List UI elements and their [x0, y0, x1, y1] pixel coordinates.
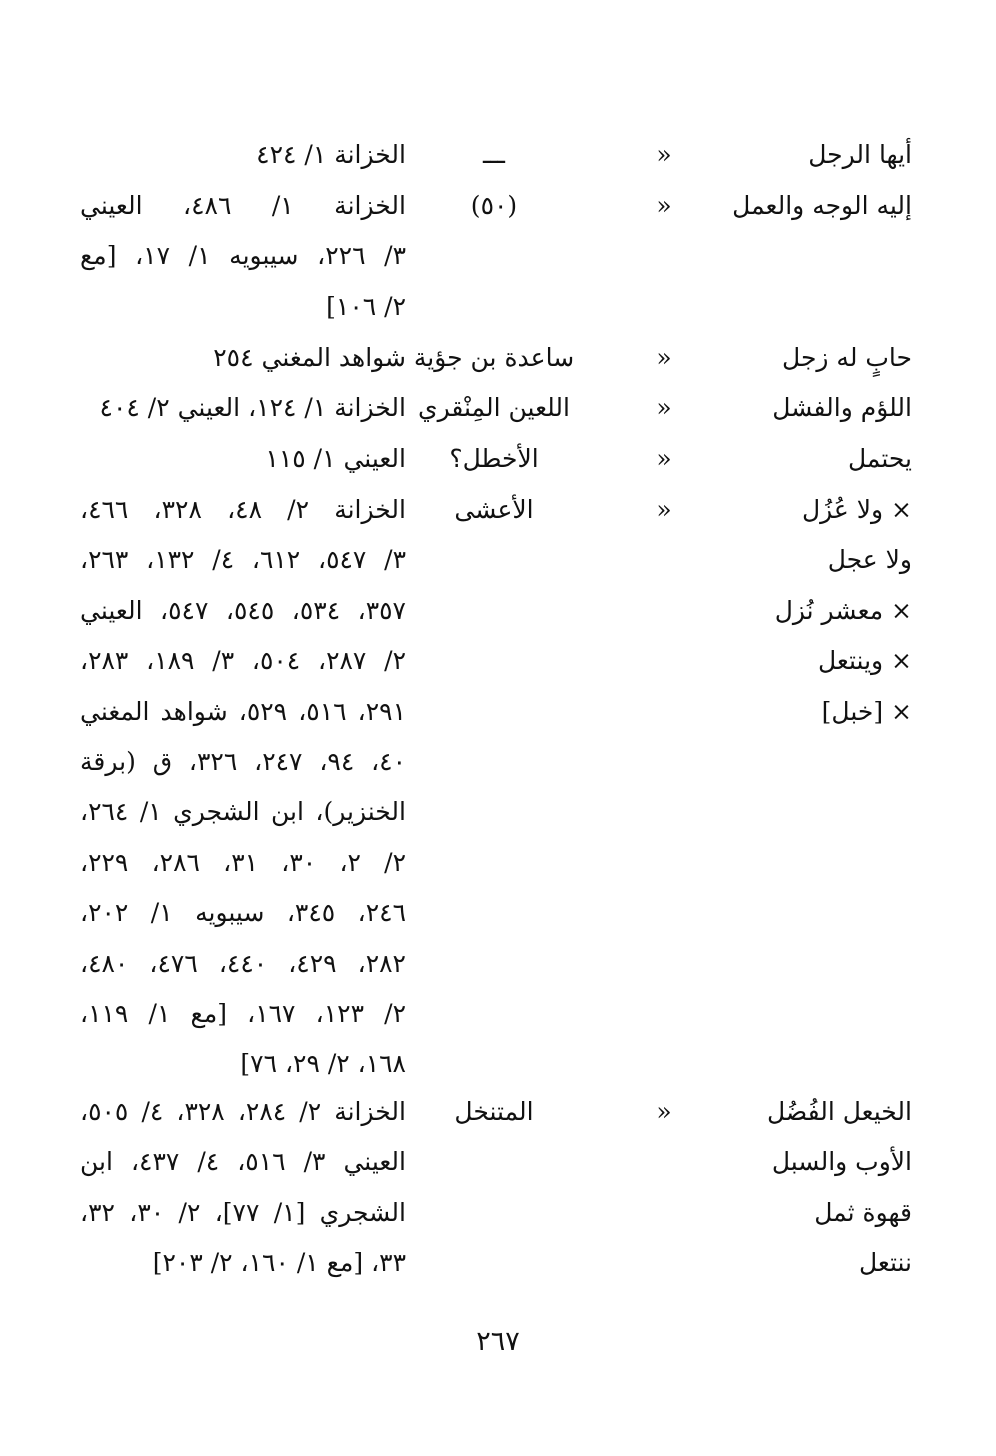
source-reference: العيني ٣/ ٥١٦، ٤/ ٤٣٧، ابن: [80, 1147, 406, 1177]
first-line-text: × ولا عُزُل: [801, 495, 912, 524]
poet-name: (٥٠): [470, 191, 518, 220]
first-line-text: × معشر نُزل: [774, 595, 912, 625]
rhyme-mark: «: [656, 444, 672, 473]
first-line-text: الأوب والسبل: [771, 1147, 912, 1177]
first-line-text: ولا عجل: [827, 545, 912, 575]
first-line-text: ننتعل: [858, 1248, 912, 1278]
source-reference: الخزانة ٢/ ٢٨٤، ٣٢٨، ٤/ ٥٠٥،: [80, 1097, 406, 1126]
source-reference: ٣٥٧، ٥٣٤، ٥٤٥، ٥٤٧، العيني: [80, 595, 406, 625]
source-reference: ٢٨٢، ٤٢٩، ٤٤٠، ٤٧٦، ٤٨٠،: [80, 948, 406, 978]
poet-name: اللعين المِنْقري: [418, 393, 570, 422]
first-line-text: يحتمل: [847, 444, 912, 473]
rhyme-mark: «: [656, 1097, 672, 1126]
poet-name: الأعشى: [454, 495, 534, 524]
source-reference: ٢/ ١٢٣، ١٦٧، [مع ١/ ١١٩،: [80, 999, 407, 1028]
source-reference: ٣/ ٥٤٧، ٦١٢، ٤/ ١٣٢، ٢٦٣،: [80, 545, 406, 575]
rhyme-mark: «: [656, 140, 672, 169]
poet-name: الأخطل؟: [449, 444, 539, 473]
source-reference: الخزانة ١/ ٤٨٦، العيني: [80, 191, 406, 220]
first-line-text: حابٍ له زجل: [782, 343, 912, 372]
source-reference: ٣/ ٢٢٦، سيبويه ١/ ١٧، [مع: [80, 241, 407, 271]
first-line-text: قهوة ثمل: [814, 1197, 912, 1227]
page-number: ٢٦٧: [476, 1326, 520, 1357]
source-reference: ٤٠، ٩٤، ٢٤٧، ٣٢٦، ق (برقة: [80, 747, 407, 776]
source-reference: الخزانة ١/ ١٢٤، العيني ٢/ ٤٠٤: [99, 393, 406, 422]
source-reference: ٢/ ١٠٦]: [326, 291, 406, 321]
source-reference: ٢٤٦، ٣٤٥، سيبويه ١/ ٢٠٢،: [80, 898, 407, 928]
poet-name: ـــ: [483, 140, 505, 169]
source-reference: ١٦٨، ٢/ ٢٩، ٧٦]: [240, 1049, 406, 1079]
source-reference: الشجري [١/ ٧٧]، ٢/ ٣٠، ٣٢،: [80, 1197, 406, 1227]
source-reference: ٢٩١، ٥١٦، ٥٢٩، شواهد المغني: [80, 696, 407, 726]
first-line-text: × [خبل]: [821, 696, 912, 726]
rhyme-mark: «: [656, 191, 672, 220]
first-line-text: اللؤم والفشل: [772, 393, 912, 422]
source-reference: ٣٣، [مع ١/ ١٦٠، ٢/ ٢٠٣]: [152, 1248, 406, 1278]
source-reference: العيني ١/ ١١٥: [265, 444, 406, 473]
first-line-text: × وينتعل: [817, 646, 912, 676]
rhyme-mark: «: [656, 393, 672, 422]
first-line-text: الخيعل الفُضُل: [766, 1097, 912, 1126]
poet-name: ساعدة بن جؤية: [413, 343, 575, 372]
first-line-text: أيها الرجل: [808, 140, 912, 169]
source-reference: ٢/ ٢، ٣٠، ٣١، ٢٨٦، ٢٢٩،: [80, 847, 407, 877]
source-reference: شواهد المغني ٢٥٤: [213, 343, 406, 372]
source-reference: الخزانة ١/ ٤٢٤: [256, 140, 406, 169]
rhyme-mark: «: [656, 343, 672, 372]
poet-name: المتنخل: [454, 1097, 534, 1126]
source-reference: ٢/ ٢٨٧، ٥٠٤، ٣/ ١٨٩، ٢٨٣،: [80, 646, 406, 676]
source-reference: الخنزير)، ابن الشجري ١/ ٢٦٤،: [80, 797, 406, 827]
source-reference: الخزانة ٢/ ٤٨، ٣٢٨، ٤٦٦،: [80, 495, 406, 524]
rhyme-mark: «: [656, 495, 672, 524]
first-line-text: إليه الوجه والعمل: [732, 191, 912, 220]
